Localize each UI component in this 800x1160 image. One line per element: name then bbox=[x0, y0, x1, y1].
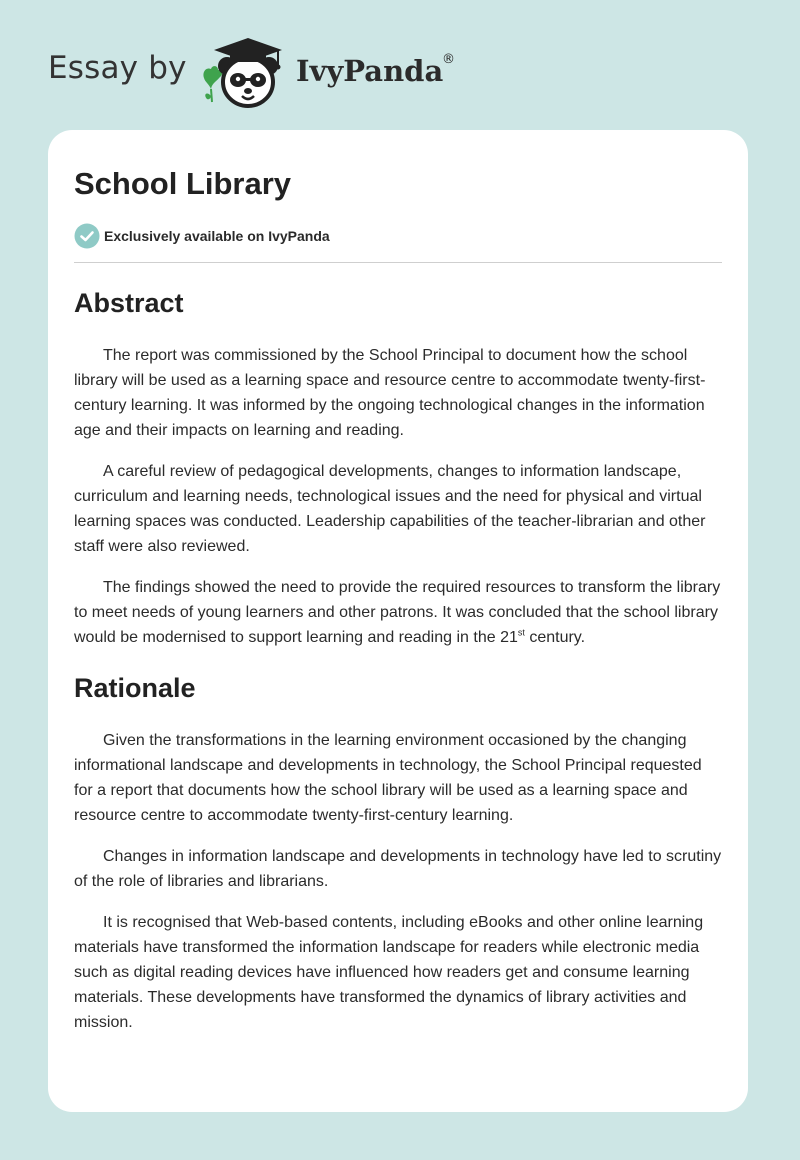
title-divider bbox=[74, 262, 722, 263]
registered-mark: ® bbox=[442, 52, 455, 67]
paragraph-text: The findings showed the need to provide the required resources to transform the library to meet needs of young learners and other patrons. It was concluded that the school library would be modernised to support learning and reading in the 21 bbox=[74, 579, 721, 646]
check-circle-icon bbox=[74, 223, 100, 249]
paragraph: Given the transformations in the learning environment occasioned by the changing informational landscape and developments in technology, the School Principal requested for a report that documents how the school library will be used as a learning space and resource centre to accommodate twenty-first-century learning. bbox=[74, 732, 702, 824]
article-card bbox=[48, 130, 748, 1112]
brand-prefix: Essay by bbox=[48, 50, 187, 86]
paragraph: It is recognised that Web-based contents, including eBooks and other online learning materials have transformed the information landscape for readers while electronic media such as digital reading devices have influenced how readers get and consume learning materials. These developments have transformed the dynamics of library activities and mission. bbox=[74, 914, 704, 1031]
exclusive-badge bbox=[74, 222, 722, 250]
page-title: School Library bbox=[74, 166, 292, 201]
paragraph: The report was commissioned by the School Principal to document how the school library will be used as a learning space and resource centre to accommodate twenty-first-century learning. It was informed by the ongoing technological changes in the information age and their impacts on learning and reading. bbox=[74, 347, 706, 439]
section-heading-rationale: Rationale bbox=[74, 673, 196, 703]
ordinal-superscript: st bbox=[517, 627, 525, 638]
paragraph: Changes in information landscape and developments in technology have led to scrutiny of the role of libraries and librarians. bbox=[74, 848, 722, 890]
paragraph bbox=[74, 575, 722, 650]
brand-name: IvyPanda bbox=[296, 54, 444, 88]
exclusive-badge-text: Exclusively available on IvyPanda bbox=[104, 228, 330, 244]
paragraph: A careful review of pedagogical developments, changes to information landscape, curriculum and learning needs, technological issues and the need for physical and virtual learning spaces was conducted. Leadership capabilities of the teacher-librarian and other staff were also reviewed. bbox=[74, 463, 706, 555]
paragraph-text-end: century. bbox=[524, 629, 586, 646]
panda-graduate-icon bbox=[200, 34, 286, 110]
ivy-leaf-icon bbox=[203, 66, 222, 102]
section-heading-abstract: Abstract bbox=[74, 288, 184, 318]
brand-header bbox=[48, 34, 468, 110]
